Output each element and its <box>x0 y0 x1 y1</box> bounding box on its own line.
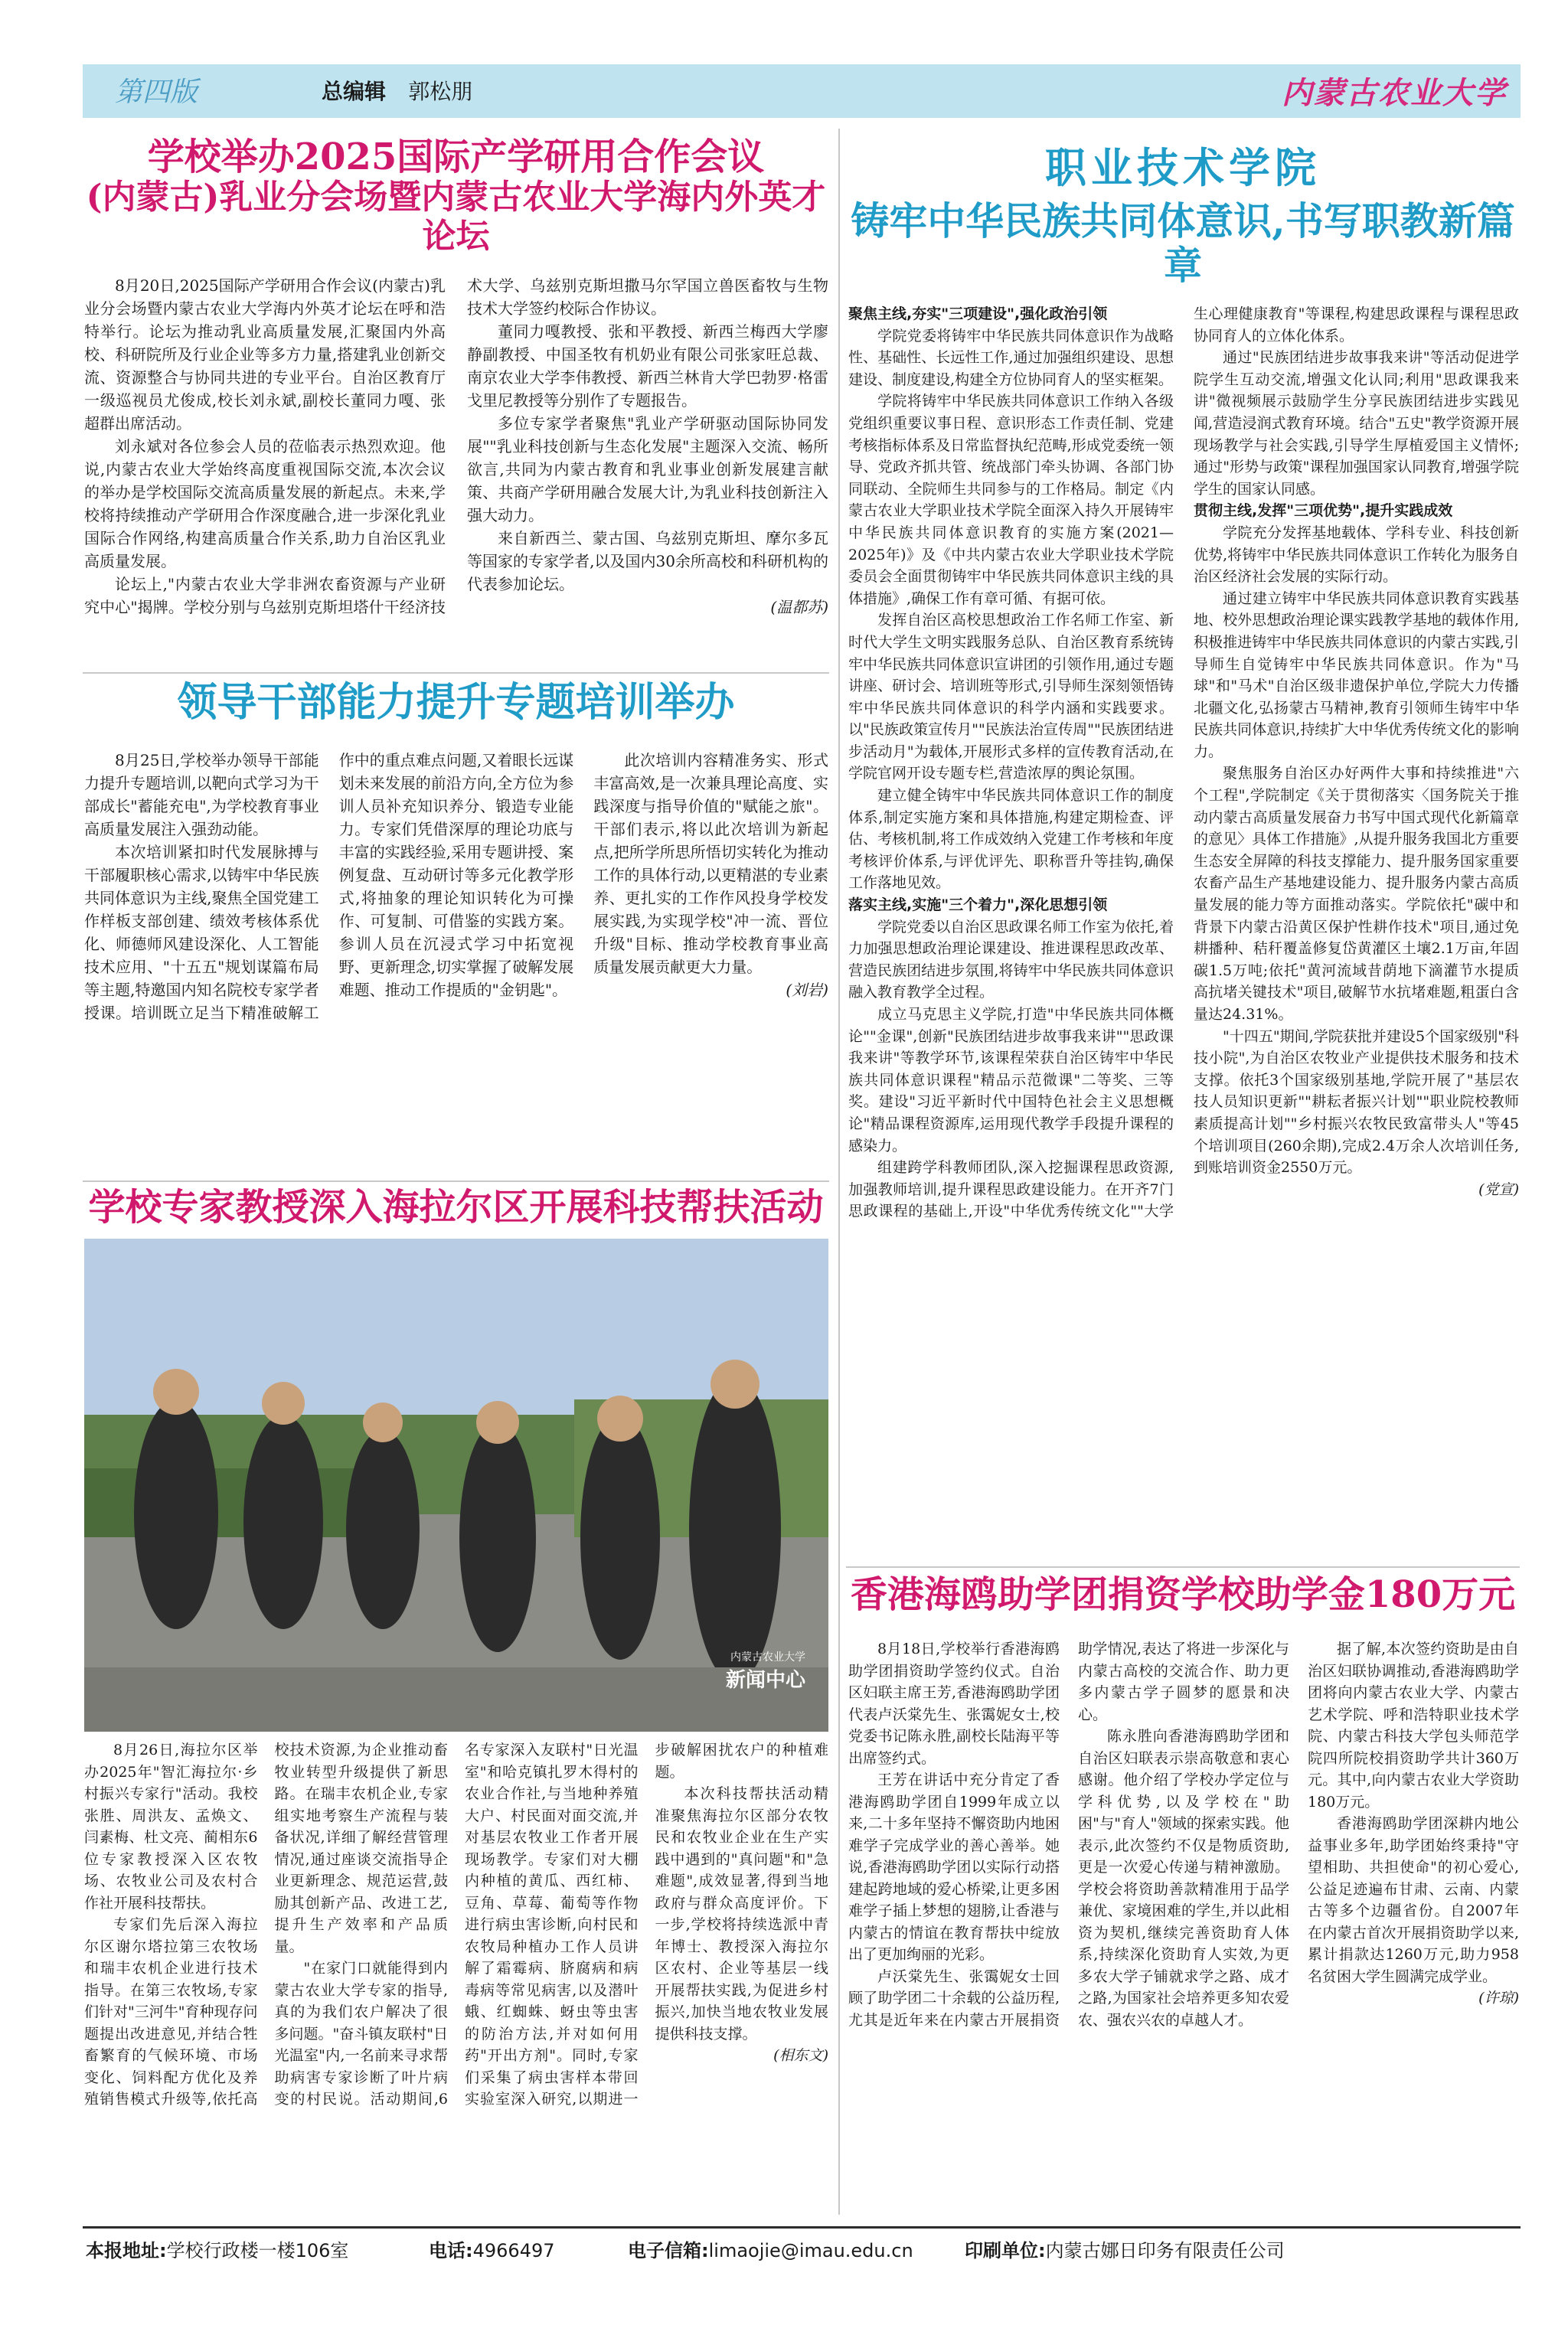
article2-paragraph: 8月25日,学校举办领导干部能力提升专题培训,以靶向式学习为干部成长"蓄能充电",为学校教育事业高质量发展注入强劲动能。 <box>84 751 319 838</box>
paper-name: 内蒙古农业大学 <box>1282 76 1507 111</box>
email-value: limaojie@imau.edu.cn <box>708 2240 913 2261</box>
news-center-badge <box>652 1649 805 1710</box>
article1-paragraph: 论坛上,"内蒙古农业大学非洲农畜资源与产业研究中心"揭牌。学校分别与乌兹别克斯坦塔什干经济技术大学、乌兹别克斯坦撒马尔罕国立兽医畜牧与生物技术大学签约校际合作协议。 <box>84 276 828 616</box>
footer-address <box>86 2235 348 2262</box>
article4-paragraph: 学院将铸牢中华民族共同体意识工作纳入各级党组织重要议事日程、意识形态工作责任制、党建考核指标体系及日常监督执纪范畴,形成党委统一领导、党政齐抓共管、统战部门牵头协调、各部门协同联动、全院师生共同参与的工作格局。制定《内蒙古农业大学职业技术学院全面深入持久开展铸牢中华民族共同体意识教育的实施方案(2021—2025年)》及《中共内蒙古农业大学职业技术学院委员会全面贯彻铸牢中华民族共同体意识主线的具体措施》,确保工作有章可循、有据可依。 <box>848 393 1174 607</box>
article2-paragraph: 本次培训紧扣时代发展脉搏与干部履职核心需求,以铸牢中华民族共同体意识为主线,聚焦全国党建工作样板支部创建、绩效考核体系优化、师德师风建设深化、人工智能技术应用、"十五五"规划谋篇布局等主题,特邀国内知名院校专家学者授课。培训既立足当下精准破解工作中的重点难点问题,又着眼长远谋划未来发展的前沿方向,全方位为参训人员补充知识养分、锻造专业能力。专家们凭借深厚的理论功底与丰富的实践经验,采用专题讲授、案例复盘、互动研讨等多元化教学形式,将抽象的理论知识转化为可操作、可复制、可借鉴的实践方案。参训人员在沉浸式学习中拓宽视野、更新理念,切实掌握了破解发展难题、推动工作提质的"金钥匙"。 <box>84 751 574 1022</box>
article5-paragraph: 香港海鸥助学团深耕内地公益事业多年,助学团始终秉持"守望相助、共担使命"的初心爱心,公益足迹遍布甘肃、云南、内蒙古等多个边疆省份。自2007年在内蒙古首次开展捐资助学以来,累计捐款达1260万元,助力958名贫困大学生圆满完成学业。 <box>1308 1815 1519 1985</box>
article4-body <box>848 303 1519 1559</box>
article1-paragraph: 多位专家学者聚焦"乳业产学研驱动国际协同发展""乳业科技创新与生态化发展"主题深入交流、畅所欲言,共同为内蒙古教育和乳业事业创新发展建言献策、共商产学研用融合发展大计,为乳业科技创新注入强大动力。 <box>467 414 828 524</box>
printer-label: 印刷单位: <box>965 2240 1046 2261</box>
article5-paragraph: 8月18日,学校举行香港海鸥助学团捐资助学签约仪式。自治区妇联主席王芳,香港海鸥助学团代表卢沃棠先生、张霭妮女士,校党委书记陈永胜,副校长陆海平等出席签约式。 <box>848 1641 1060 1767</box>
footer-rule <box>83 2226 1521 2229</box>
article2-body <box>84 749 828 1176</box>
article1-paragraph: 来自新西兰、蒙古国、乌兹别克斯坦、摩尔多瓦等国家的专家学者,以及国内30余所高校和科研机构的代表参加论坛。 <box>467 529 828 593</box>
article4-title <box>846 144 1520 287</box>
article5-body <box>848 1638 1519 2214</box>
editor-name: 郭松朋 <box>408 79 473 104</box>
edition-label: 第四版 <box>115 77 198 108</box>
article4-paragraph: 通过"民族团结进步故事我来讲"等活动促进学院学生互动交流,增强文化认同;利用"思政课我来讲"微视频展示鼓励学生分享民族团结进步实践见闻,营造浸润式教育环境。结合"五史"教学资源开展现场教学与社会实践,引导学生厚植爱国主义情怀;通过"形势与政策"课程加强国家认同教育,增强学院学生的国家认同感。 <box>1194 349 1519 498</box>
editor-label: 总编辑 <box>322 79 387 104</box>
article2-paragraph: 此次培训内容精准务实、形式丰富高效,是一次兼具理论高度、实践深度与指导价值的"赋能之旅"。干部们表示,将以此次培训为新起点,把所学所思所悟切实转化为推动工作的具体行动,以更精湛的专业素养、更扎实的工作作风投身学校发展实践,为实现学校"冲一流、晋位升级"目标、推动学校教育事业高质量发展贡献更大力量。 <box>593 751 828 976</box>
article5-signature: (许琼) <box>1478 1990 1519 2007</box>
article5-paragraph: 据了解,本次签约资助是由自治区妇联协调推动,香港海鸥助学团将向内蒙古农业大学、内蒙古艺术学院、呼和浩特职业技术学院、内蒙古科技大学包头师范学院四所院校捐资助学共计360万元。其中,向内蒙古农业大学资助180万元。 <box>1308 1641 1519 1811</box>
printer-value: 内蒙古娜日印务有限责任公司 <box>1045 2240 1285 2261</box>
address-value: 学校行政楼一楼106室 <box>166 2240 349 2261</box>
article5-paragraph: 卢沃棠先生、张霭妮女士回顾了助学团二十余载的公益历程,尤其是近年来在内蒙古开展捐资助学情况,表达了将进一步深化与内蒙古高校的交流合作、助力更多内蒙古学子圆梦的愿景和决心。 <box>848 1641 1289 2029</box>
footer-email <box>628 2235 913 2262</box>
article4-paragraph: 组建跨学科教师团队,深入挖掘课程思政资源,加强教师培训,提升课程思政建设能力。在开齐7门思政课程的基础上,开设"中华优秀传统文化""大学生心理健康教育"等课程,构建思政课程与课程思政协同育人的立体化体系。 <box>848 305 1519 1220</box>
article2-title: 领导干部能力提升专题培训举办 <box>177 679 735 726</box>
editor-credit <box>322 75 472 106</box>
article3-body <box>84 1739 828 2214</box>
footer-phone <box>429 2235 555 2262</box>
article4-subheading: 落实主线,实施"三个着力",深化思想引领 <box>848 896 1108 914</box>
article4-paragraph: 成立马克思主义学院,打造"中华民族共同体概论""金课",创新"民族团结进步故事我来讲""思政课我来讲"等教学环节,该课程荣获自治区铸牢中华民族共同体意识课程"精品示范微课"二等奖、三等奖。建设"习近平新时代中国特色社会主义思想概论"精品课程资源库,运用现代教学手段提升课程的感染力。 <box>848 1006 1174 1154</box>
field-visit-photo <box>84 1239 828 1732</box>
article4-signature: (党宣) <box>1478 1180 1519 1198</box>
phone-value: 4966497 <box>472 2240 555 2261</box>
article1-body <box>84 274 828 665</box>
article4-paragraph: 学院党委以自治区思政课名师工作室为依托,着力加强思想政治理论课建设、推进课程思政改革、营造民族团结进步氛围,将铸牢中华民族共同体意识融入教育教学全过程。 <box>848 918 1174 1001</box>
article4-subheading: 聚焦主线,夯实"三项建设",强化政治引领 <box>848 305 1108 322</box>
article4-paragraph: 学院党委将铸牢中华民族共同体意识作为战略性、基础性、长远性工作,通过加强组织建设、思想建设、制度建设,构建全方位协同育人的坚实框架。 <box>848 327 1174 388</box>
article4-subheading: 贯彻主线,发挥"三项优势",提升实践成效 <box>1194 502 1453 520</box>
article4-paragraph: "十四五"期间,学院获批并建设5个国家级别"科技小院",为自治区农牧业产业提供技术服务和技术支撑。依托3个国家级别基地,学院开展了"基层农技人员知识更新""耕耘者振兴计划""职业院校教师素质提高计划""乡村振兴农牧民致富带头人"等45个培训项目(260余期),完成2.4万余人次培训任务,到账培训资金2550万元。 <box>1194 1027 1519 1177</box>
article1-title-line1: 学校举办2025国际产学研用合作会议 <box>147 136 765 178</box>
article4-paragraph: 发挥自治区高校思想政治工作名师工作室、新时代大学生文明实践服务总队、自治区教育系统铸牢中华民族共同体意识宣讲团的引领作用,通过专题讲座、研讨会、培训班等形式,引导师生深刻领悟铸牢中华民族共同体意识的科学内涵和实践要求。以"民族政策宣传月""民族法治宣传周""民族团结进步活动月"为载体,开展形式多样的宣传教育活动,在学院官网开设专题专栏,营造浓厚的舆论氛围。 <box>848 612 1174 782</box>
footer-printer <box>965 2235 1285 2262</box>
address-label: 本报地址: <box>86 2240 167 2261</box>
article1-title <box>83 136 829 256</box>
article4-title-line1: 职业技术学院 <box>1045 143 1321 192</box>
article5-paragraph: 王芳在讲话中充分肯定了香港海鸥助学团自1999年成立以来,二十多年坚持不懈资助内地困难学子完成学业的善心善举。她说,香港海鸥助学团以实际行动搭建起跨地域的爱心桥梁,让更多困难学子插上梦想的翅膀,让香港与内蒙古的情谊在教育帮扶中绽放出了更加绚丽的光彩。 <box>848 1771 1060 1963</box>
article1-title-line2: (内蒙古)乳业分会场暨内蒙古农业大学海内外英才论坛 <box>86 178 826 256</box>
article1-paragraph: 刘永斌对各位参会人员的莅临表示热烈欢迎。他说,内蒙古农业大学始终高度重视国际交流,本次会议的举办是学校国际交流高质量发展的新起点。未来,学校将持续推动产学研用合作深度融合,进一步深化乳业国际合作网络,构建高质量合作关系,助力自治区乳业高质量发展。 <box>84 437 446 570</box>
section-divider <box>846 1566 1520 1568</box>
column-divider <box>838 129 840 2215</box>
article4-paragraph: 聚焦服务自治区办好两件大事和持续推进"六个工程",学院制定《关于贯彻落实〈国务院关于推动内蒙古高质量发展奋力书写中国式现代化新篇章的意见〉具体工作措施》,从提升服务我国北方重要生态安全屏障的科技支撑能力、提升服务国家重要农畜产品生产基地建设能力、提升服务内蒙古高质量发展的能力等方面推动落实。学院依托"碳中和背景下内蒙古沿黄区保护性耕作技术"项目,通过免耕播种、秸秆覆盖修复岱黄灌区土壤2.1万亩,年固碳1.5万吨;依托"黄河流域昔荫地下滴灌节水提质高抗堵关键技术"项目,破解节水抗堵难题,粗蛋白含量达24.31%。 <box>1194 765 1519 1023</box>
article3-paragraph: 8月26日,海拉尔区举办2025年"智汇海拉尔·乡村振兴专家行"活动。我校张胜、周洪友、孟焕文、闫素梅、杜文亮、蔺相东6位专家教授深入区农牧场、农牧业公司及农村合作社开展科技帮扶。 <box>84 1742 258 1912</box>
phone-label: 电话: <box>429 2240 473 2261</box>
article1-signature: (温都苏) <box>770 598 828 616</box>
article4-paragraph: 建立健全铸牢中华民族共同体意识工作的制度体系,制定实施方案和具体措施,构建定期检查、评估、考核机制,将工作成效纳入党建工作考核和年度考核评价体系,与评优评先、职称晋升等挂钩,确保工作落地见效。 <box>848 787 1174 892</box>
article1-paragraph: 董同力嘎教授、张和平教授、新西兰梅西大学廖静副教授、中国圣牧有机奶业有限公司张家旺总裁、南京农业大学李伟教授、新西兰林肯大学巴勃罗·格雷戈里尼教授等分别作了专题报告。 <box>467 322 828 410</box>
article1-paragraph: 8月20日,2025国际产学研用合作会议(内蒙古)乳业分会场暨内蒙古农业大学海内外英才论坛在呼和浩特举行。论坛为推动乳业高质量发展,汇聚国内外高校、科研院所及行业企业等多方力量,搭建乳业创新交流、资源整合与协同共进的专业平台。自治区教育厅一级巡视员尤俊成,校长刘永斌,副校长董同力嘎、张超群出席活动。 <box>84 276 446 433</box>
article4-title-line2: 铸牢中华民族共同体意识,书写职教新篇章 <box>851 198 1515 288</box>
article5-title: 香港海鸥助学团捐资学校助学金180万元 <box>850 1573 1516 1616</box>
section-divider <box>83 1180 829 1182</box>
article5-paragraph: 陈永胜向香港海鸥助学团和自治区妇联表示崇高敬意和衷心感谢。他介绍了学校办学定位与学科优势,以及学校在"助困"与"育人"领域的探索实践。他表示,此次签约不仅是物质资助,更是一次爱心传递与精神激励。学校会将资助善款精准用于品学兼优、家境困难的学生,并以此相资为契机,继续完善资助育人体系,持续深化资助育人实效,为更多农大学子铺就求学之路、成才之路,为国家社会培养更多知农爱农、强农兴农的卓越人才。 <box>1078 1728 1289 2029</box>
article3-paragraph: 专家们先后深入海拉尔区谢尔塔拉第三农牧场和瑞丰农机企业进行技术指导。在第三农牧场,专家们针对"三河牛"育种现存问题提出改进意见,并结合牲畜繁育的气候环境、市场变化、饲料配方优化及养殖销售模式升级等,依托高校技术资源,为企业推动畜牧业转型升级提供了新思路。在瑞丰农机企业,专家组实地考察生产流程与装备状况,详细了解经营管理情况,通过座谈交流指导企业更新理念、规范运营,鼓励其创新产品、改进工艺,提升生产效率和产品质量。 <box>84 1742 448 2108</box>
article2-signature: (刘岩) <box>786 981 828 999</box>
badge-line1: 内蒙古农业大学 <box>730 1651 805 1664</box>
article3-paragraph: "在家门口就能得到内蒙古农业大学专家的指导,真的为我们农户解决了很多问题。"奋斗镇友联村"日光温室"内,一名前来寻求帮助病害专家诊断了叶片病变的村民说。活动期间,6名专家深入友联村"日光温室"和哈克镇扎罗木得村的农业合作社,与当地种养殖大户、村民面对面交流,并对基层农牧业工作者开展现场教学。专家们对大棚内种植的黄瓜、西红柿、豆角、草莓、葡萄等作物进行病虫害诊断,向村民和农牧局种植办工作人员讲解了霜霉病、脐腐病和病毒病等常见病害,以及潜叶蛾、红蜘蛛、蚜虫等虫害的防治方法,并对如何用药"开出方剂"。同时,专家们采集了病虫害样本带回实验室深入研究,以期进一步破解困扰农户的种植难题。 <box>274 1742 828 2108</box>
section-divider <box>83 672 829 674</box>
article3-title: 学校专家教授深入海拉尔区开展科技帮扶活动 <box>88 1186 824 1229</box>
article3-signature: (相东文) <box>773 2047 828 2064</box>
article4-paragraph: 学院充分发挥基地载体、学科专业、科技创新优势,将铸牢中华民族共同体意识工作转化为服务自治区经济社会发展的实际行动。 <box>1194 524 1519 586</box>
article3-paragraph: 本次科技帮扶活动精准聚焦海拉尔区部分农牧民和农牧业企业在生产实践中遇到的"真问题"和"急难题",成效显著,得到当地政府与群众高度评价。下一步,学校将持续选派中青年博士、教授深入海拉尔区农村、企业等基层一线开展帮扶实践,为促进乡村振兴,加快当地农牧业发展提供科技支撑。 <box>655 1785 828 2042</box>
badge-line2: 新闻中心 <box>725 1669 805 1692</box>
email-label: 电子信箱: <box>628 2240 709 2261</box>
article4-paragraph: 通过建立铸牢中华民族共同体意识教育实践基地、校外思想政治理论课实践教学基地的载体作用,积极推进铸牢中华民族共同体意识的内蒙古实践,引导师生自觉铸牢中华民族共同体意识。作为"马球"和"马术"自治区级非遗保护单位,学院大力传播北疆文化,弘扬蒙古马精神,教育引领师生铸牢中华民族共同体意识,持续扩大中华优秀传统文化的影响力。 <box>1194 589 1519 760</box>
